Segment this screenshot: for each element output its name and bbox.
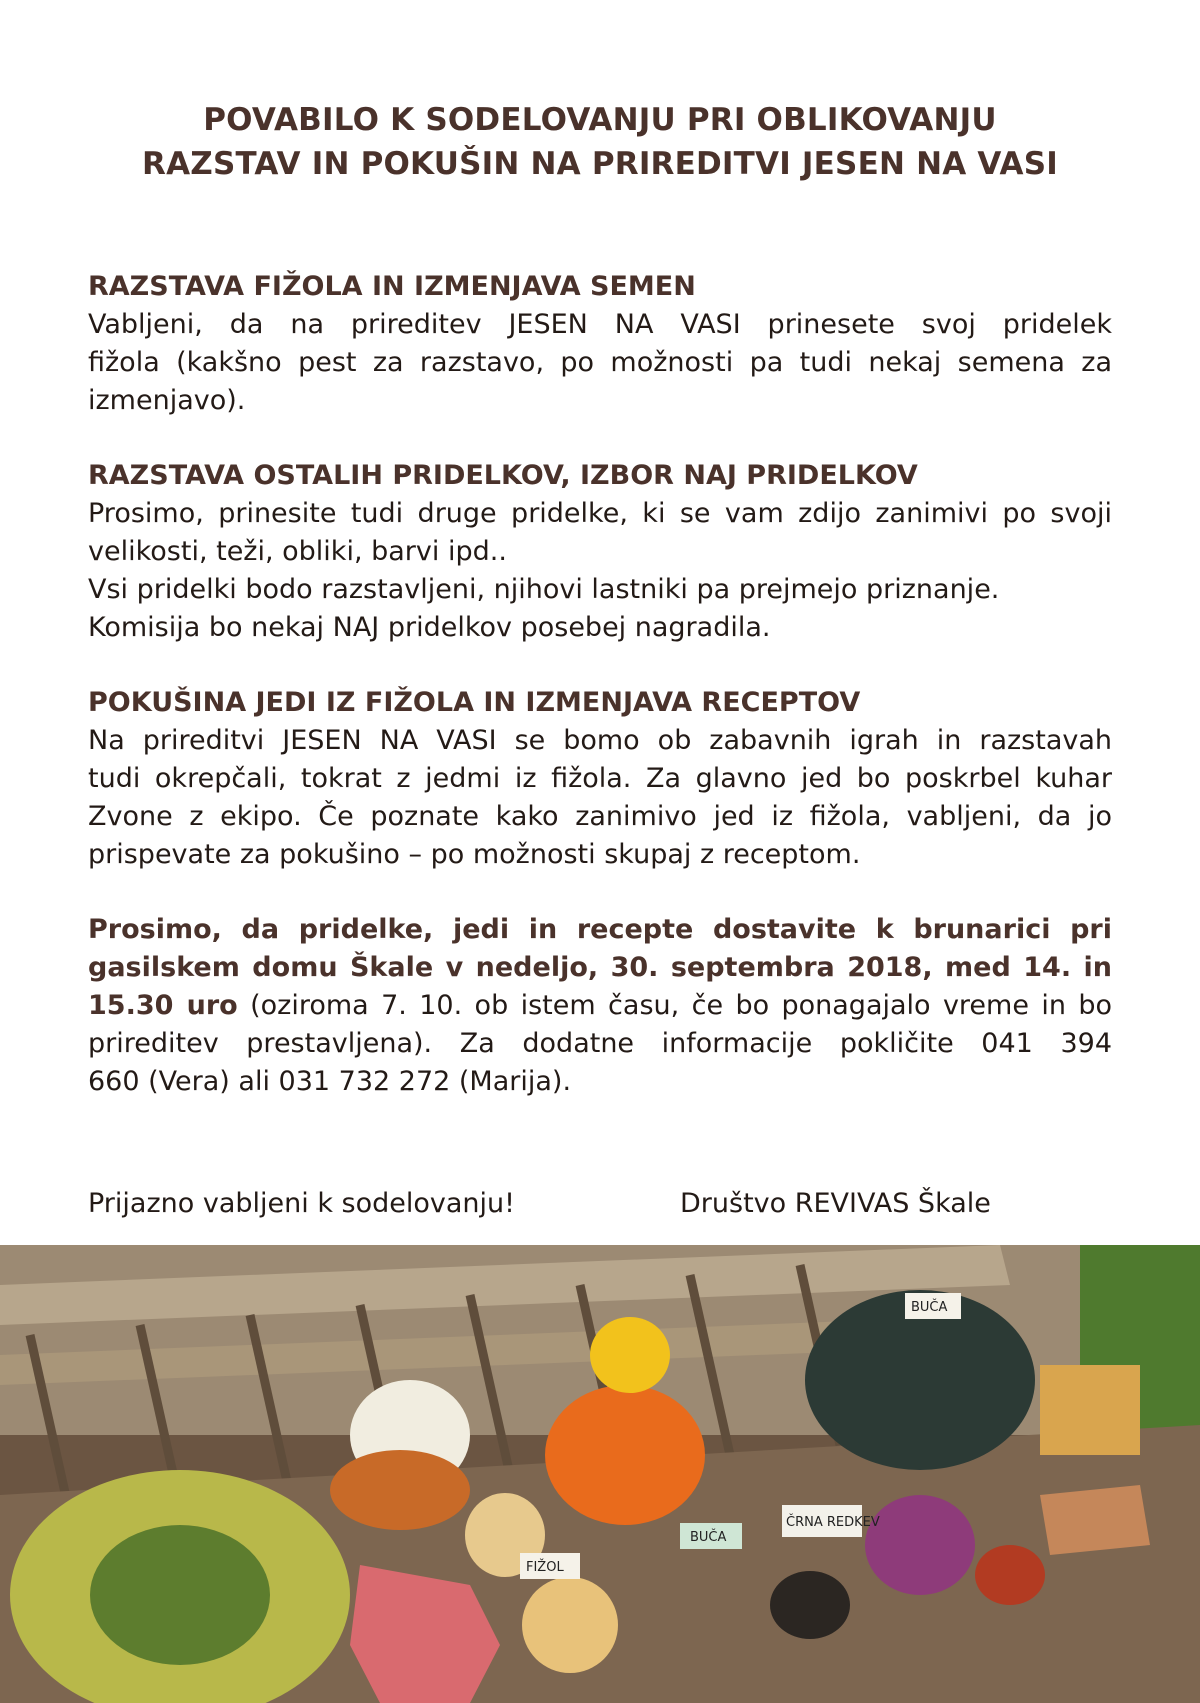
section-text [88, 495, 1112, 647]
title-line-2: RAZSTAV IN POKUŠIN NA PRIREDITVI JESEN NA VASI [142, 146, 1058, 182]
text-line: Prosimo, prinesite tudi druge pridelke, ki se vam zdijo zanimivi po svoji [88, 498, 1112, 529]
delivery-line-3 [88, 987, 1112, 1025]
section-tasting [88, 684, 1112, 874]
orange-pumpkin [545, 1385, 705, 1525]
section-text [88, 306, 1112, 420]
delivery-time: 15.30 uro [88, 990, 238, 1021]
wooden-crate [1040, 1365, 1140, 1455]
section-heading: RAZSTAVA OSTALIH PRIDELKOV, IZBOR NAJ PRIDELKOV [88, 460, 918, 491]
yellow-squash [590, 1317, 670, 1393]
text-line: velikosti, teži, obliki, barvi ipd.. [88, 536, 507, 567]
red-cabbage [865, 1495, 975, 1595]
delivery-text [88, 911, 1112, 1101]
section-delivery [88, 911, 1112, 1101]
label-crna-redkev: ČRNA REDKEV [786, 1515, 880, 1530]
section-produce-exhibition [88, 457, 1112, 647]
label-fizol: FIŽOL [526, 1560, 564, 1575]
text-line: tudi okrepčali, tokrat z jedmi iz fižola. Za glavno jed bo poskrbel kuhar [88, 763, 1112, 794]
page-title [60, 98, 1140, 186]
delivery-line: 660 (Vera) ali 031 732 272 (Marija). [88, 1066, 572, 1097]
closing-invitation: Prijazno vabljeni k sodelovanju! [88, 1188, 515, 1219]
section-heading: POKUŠINA JEDI IZ FIŽOLA IN IZMENJAVA RECEPTOV [88, 687, 861, 718]
section-bean-exhibition [88, 268, 1112, 420]
section-text [88, 722, 1112, 874]
label-buca-2: BUČA [911, 1300, 948, 1315]
onion [522, 1577, 618, 1673]
delivery-alt-date: (oziroma 7. 10. ob istem času, če bo ponagajalo vreme in bo [237, 990, 1112, 1021]
striped-squash [330, 1450, 470, 1530]
produce-photo [0, 1245, 1200, 1703]
organizer-name: Društvo REVIVAS Škale [680, 1188, 991, 1219]
label-buca: BUČA [690, 1530, 727, 1545]
black-radish [770, 1571, 850, 1639]
main-content [88, 268, 1112, 1138]
text-line: fižola (kakšno pest za razstavo, po možnosti pa tudi nekaj semena za [88, 347, 1112, 378]
text-line: Zvone z ekipo. Če poznate kako zanimivo jed iz fižola, vabljeni, da jo [88, 801, 1112, 832]
potatoes [1040, 1485, 1150, 1555]
delivery-line: prireditev prestavljena). Za dodatne informacije pokličite 041 394 [88, 1028, 1112, 1059]
text-line: Vsi pridelki bodo razstavljeni, njihovi lastniki pa prejmejo priznanje. [88, 574, 1000, 605]
green-squash-center [90, 1525, 270, 1665]
text-line: izmenjavo). [88, 385, 246, 416]
delivery-line: Prosimo, da pridelke, jedi in recepte dostavite k brunarici pri [88, 914, 1112, 945]
text-line: prispevate za pokušino – po možnosti skupaj z receptom. [88, 839, 861, 870]
section-heading: RAZSTAVA FIŽOLA IN IZMENJAVA SEMEN [88, 271, 696, 302]
text-line: Na prireditvi JESEN NA VASI se bomo ob zabavnih igrah in razstavah [88, 725, 1112, 756]
delivery-line: gasilskem domu Škale v nedeljo, 30. septembra 2018, med 14. in [88, 952, 1112, 983]
text-line: Vabljeni, da na prireditev JESEN NA VASI prinesete svoj pridelek [88, 309, 1112, 340]
produce-photo-illustration [0, 1245, 1200, 1703]
title-line-1: POVABILO K SODELOVANJU PRI OBLIKOVANJU [203, 102, 997, 138]
text-line: Komisija bo nekaj NAJ pridelkov posebej nagradila. [88, 612, 771, 643]
red-pepper [975, 1545, 1045, 1605]
